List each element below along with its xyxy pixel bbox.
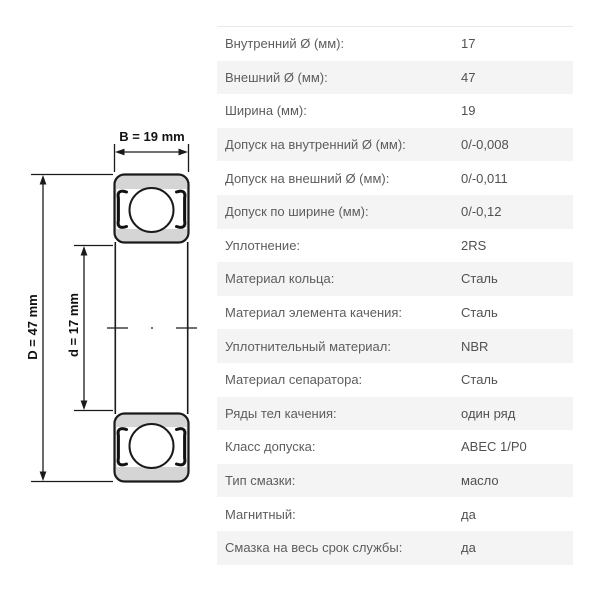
spec-label: Класс допуска: [225, 439, 316, 455]
spec-label: Внутренний Ø (мм): [225, 36, 345, 52]
table-row [217, 262, 573, 296]
table-row [217, 430, 573, 464]
table-row [217, 329, 573, 363]
table-row [217, 27, 573, 61]
spec-label: Материал сепаратора: [225, 372, 363, 388]
spec-label: Тип смазки: [225, 473, 296, 489]
spec-value: NBR [461, 338, 489, 354]
spec-value: 0/-0,011 [461, 170, 508, 186]
spec-label: Внешний Ø (мм): [225, 69, 328, 85]
spec-label: Ширина (мм): [225, 103, 307, 119]
spec-value: 0/-0,008 [461, 137, 509, 153]
spec-label: Допуск на внутренний Ø (мм): [225, 137, 406, 153]
table-row [217, 464, 573, 498]
spec-value: 47 [461, 69, 476, 85]
table-row [217, 497, 573, 531]
table-row [217, 195, 573, 229]
dimension-b-label: B = 19 mm [119, 129, 185, 144]
spec-label: Смазка на весь срок службы: [225, 540, 403, 556]
table-row [217, 296, 573, 330]
table-row [217, 94, 573, 128]
table-row [217, 363, 573, 397]
spec-value: ABEC 1/P0 [461, 439, 527, 455]
table-row [217, 397, 573, 431]
spec-label: Уплотнительный материал: [225, 338, 391, 354]
spec-value: 17 [461, 36, 476, 52]
spec-table [217, 26, 573, 565]
spec-label: Допуск на внешний Ø (мм): [225, 170, 390, 186]
spec-label: Материал кольца: [225, 271, 335, 287]
spec-label: Материал элемента качения: [225, 305, 403, 321]
spec-label: Допуск по ширине (мм): [225, 204, 369, 220]
spec-value: Сталь [461, 271, 498, 287]
spec-label: Уплотнение: [225, 237, 301, 253]
spec-value: да [461, 506, 476, 522]
bearing-diagram [0, 0, 220, 600]
spec-value: Сталь [461, 372, 498, 388]
bearing-top-half [115, 175, 189, 243]
spec-value: да [461, 540, 476, 556]
spec-value: один ряд [461, 405, 516, 421]
spec-value: Сталь [461, 305, 498, 321]
table-row [217, 61, 573, 95]
table-row [217, 161, 573, 195]
dimension-outer-d-label: D = 47 mm [25, 294, 40, 360]
dimension-bore-d-label: d = 17 mm [66, 293, 81, 357]
spec-value: 19 [461, 103, 476, 119]
spec-value: 2RS [461, 237, 487, 253]
table-row [217, 128, 573, 162]
bearing-bottom-half [115, 414, 189, 482]
spec-label: Ряды тел качения: [225, 405, 337, 421]
dimension-b [115, 144, 189, 172]
spec-label: Магнитный: [225, 506, 296, 522]
table-row [217, 229, 573, 263]
spec-value: 0/-0,12 [461, 204, 502, 220]
spec-value: масло [461, 473, 499, 489]
table-row [217, 531, 573, 565]
